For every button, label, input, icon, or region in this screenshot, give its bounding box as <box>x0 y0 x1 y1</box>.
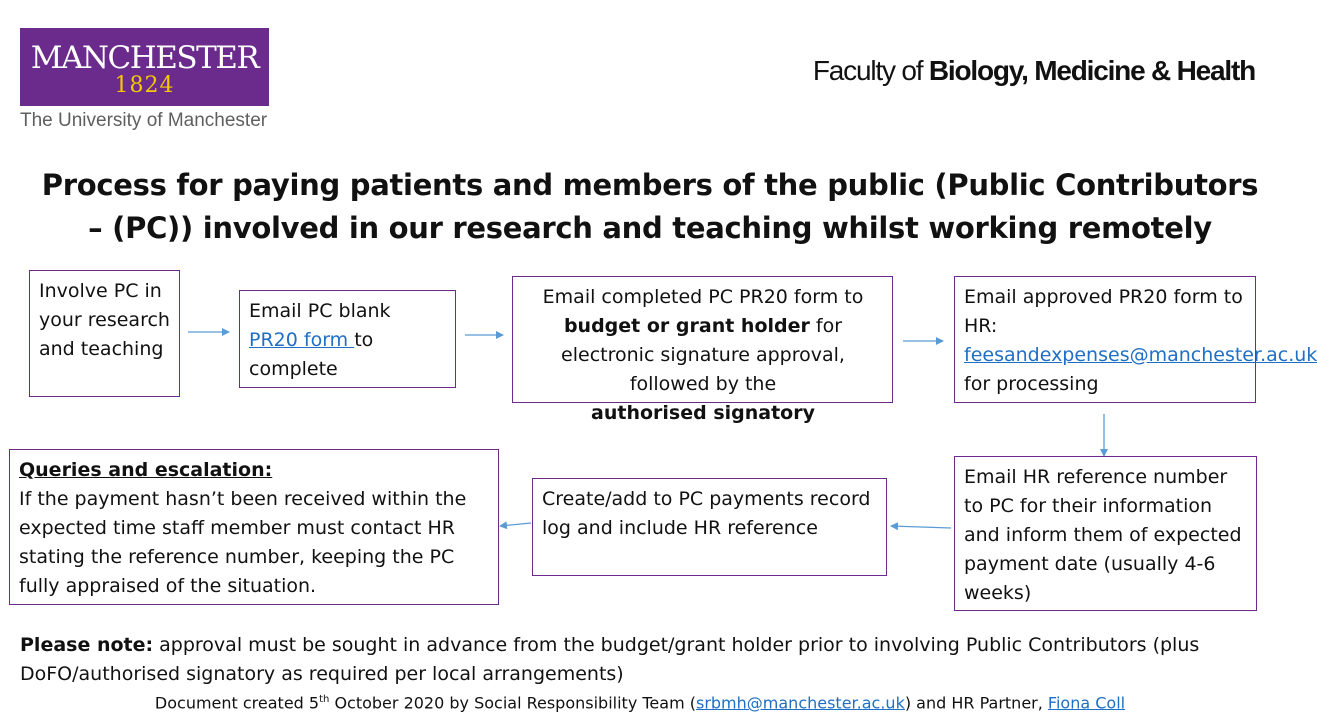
step-completed-bold1: budget or grant holder <box>563 315 810 337</box>
credit-sup: th <box>319 694 330 705</box>
step-approved-after: for processing <box>964 373 1099 395</box>
queries-body: If the payment hasn’t been received within the expected time staff member must contact HR stating the reference number, keeping the PC fully appraised of the situation. <box>19 488 467 597</box>
step-involve-text: Involve PC in your research and teaching <box>39 280 170 360</box>
step-email-blank-before: Email PC blank <box>249 300 391 322</box>
page-title: Process for paying patients and members of the public (Public Contributors – (PC)) involved in our research and teaching whilst working remotely <box>41 168 1259 245</box>
step-email-approved-form <box>954 276 1317 403</box>
please-note <box>20 631 1270 689</box>
hr-partner-link[interactable]: Fiona Coll <box>1047 693 1126 713</box>
fees-expenses-email-link[interactable]: feesandexpenses@manchester.ac.uk <box>964 344 1317 366</box>
arrow-5-to-6 <box>891 526 951 528</box>
credit-mid2: ) and HR Partner, <box>904 693 1048 713</box>
srbmh-email-link[interactable]: srbmh@manchester.ac.uk <box>695 693 905 713</box>
queries-escalation-box <box>9 449 499 605</box>
step-involve-pc <box>29 270 180 397</box>
queries-heading: Queries and escalation: <box>19 459 273 481</box>
step-email-blank-form <box>239 290 456 388</box>
arrow-6-to-7 <box>500 523 531 526</box>
please-note-text: approval must be sought in advance from the budget/grant holder prior to involving Public Contributors (plus DoFO/authorised signatory as required per local arrangements) <box>20 634 1200 685</box>
faculty-name: Biology, Medicine & Health <box>928 55 1255 86</box>
credit-prefix: Document created 5 <box>154 693 320 713</box>
logo-subtitle: The University of Manchester <box>20 110 268 131</box>
step-email-hr-reference <box>954 456 1257 611</box>
credit-mid: October 2020 by Social Responsibility Team ( <box>329 693 696 713</box>
step-completed-line1: Email completed PC PR20 form to <box>542 286 864 308</box>
step-hr-reference-text: Email HR reference number to PC for their information and inform them of expected payment date (usually 4-6 weeks) <box>964 466 1242 604</box>
faculty-prefix: Faculty of <box>812 55 923 86</box>
step-record-log-text: Create/add to PC payments record log and include HR reference <box>542 488 871 539</box>
step-completed-line2: for electronic signature approval, followed by the <box>561 315 845 395</box>
step-record-log <box>532 478 887 576</box>
step-email-blank-after: to complete <box>249 329 374 380</box>
document-credit <box>0 688 1280 715</box>
step-completed-bold2: authorised signatory <box>591 402 815 424</box>
pr20-form-link[interactable]: PR20 form <box>249 329 355 351</box>
please-note-label: Please note: <box>20 634 154 656</box>
step-approved-before: Email approved PR20 form to HR: <box>964 286 1243 337</box>
logo-wordmark: MANCHESTER <box>30 40 259 76</box>
logo-year: 1824 <box>114 73 175 98</box>
step-email-completed-form <box>512 276 893 424</box>
